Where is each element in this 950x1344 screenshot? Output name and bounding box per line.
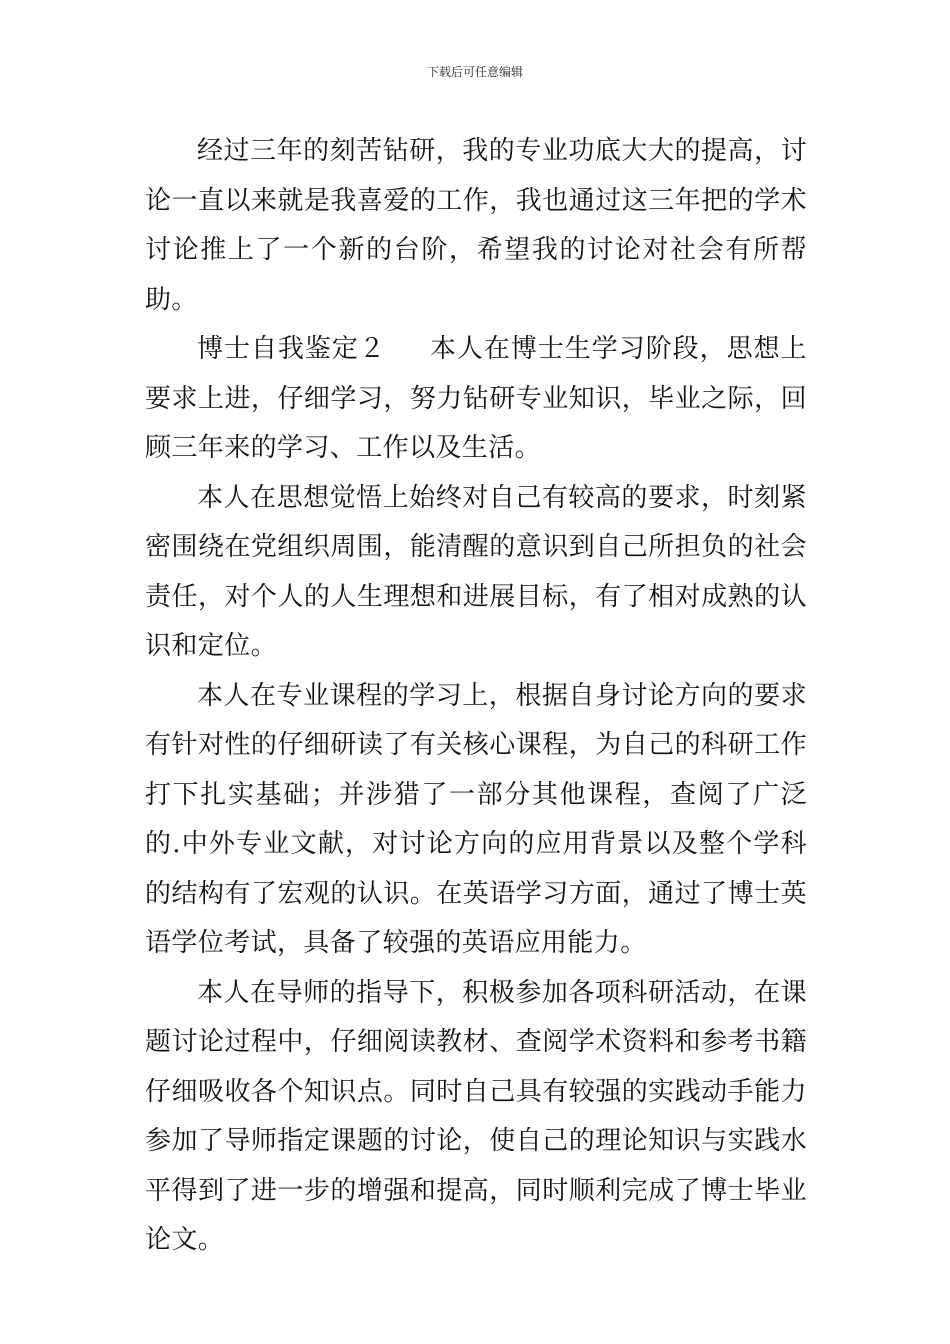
paragraph-3: 本人在专业课程的学习上，根据自身讨论方向的要求有针对性的仔细研读了有关核心课程，为自己的科研工作打下扎实基础；并涉猎了一部分其他课程，查阅了广泛的.中外专业文献，对讨论方向的应用背景以及整个学科的结构有了宏观的认识。在英语学习方面，通过了博士英语学位考试，具备了较强的英语应用能力。 xyxy=(145,680,807,958)
paragraph-1: 经过三年的刻苦钻研，我的专业功底大大的提高，讨论一直以来就是我喜爱的工作，我也通过这三年把的学术讨论推上了一个新的台阶，希望我的讨论对社会有所帮助。 xyxy=(145,136,807,315)
paragraph-2: 本人在思想觉悟上始终对自己有较高的要求，时刻紧密围绕在党组织周围，能清醒的意识到自己所担负的社会责任，对个人的人生理想和进展目标，有了相对成熟的认识和定位。 xyxy=(145,482,807,661)
page-header-note: 下载后可任意编辑 xyxy=(426,65,523,79)
section-title: 博士自我鉴定２ xyxy=(197,334,386,364)
document-body xyxy=(145,127,807,1266)
paragraph-section-intro xyxy=(145,325,807,474)
paragraph-4: 本人在导师的指导下，积极参加各项科研活动，在课题讨论过程中，仔细阅读教材、查阅学术资料和参考书籍仔细吸收各个知识点。同时自己具有较强的实践动手能力参加了导师指定课题的讨论，使自己的理论知识与实践水平得到了进一步的增强和提高，同时顺利完成了博士毕业论文。 xyxy=(145,977,807,1255)
section-intro-text: 本人在博士生学习阶段，思想上要求上进，仔细学习，努力钻研专业知识，毕业之际，回顾三年来的学习、工作以及生活。 xyxy=(145,334,807,463)
